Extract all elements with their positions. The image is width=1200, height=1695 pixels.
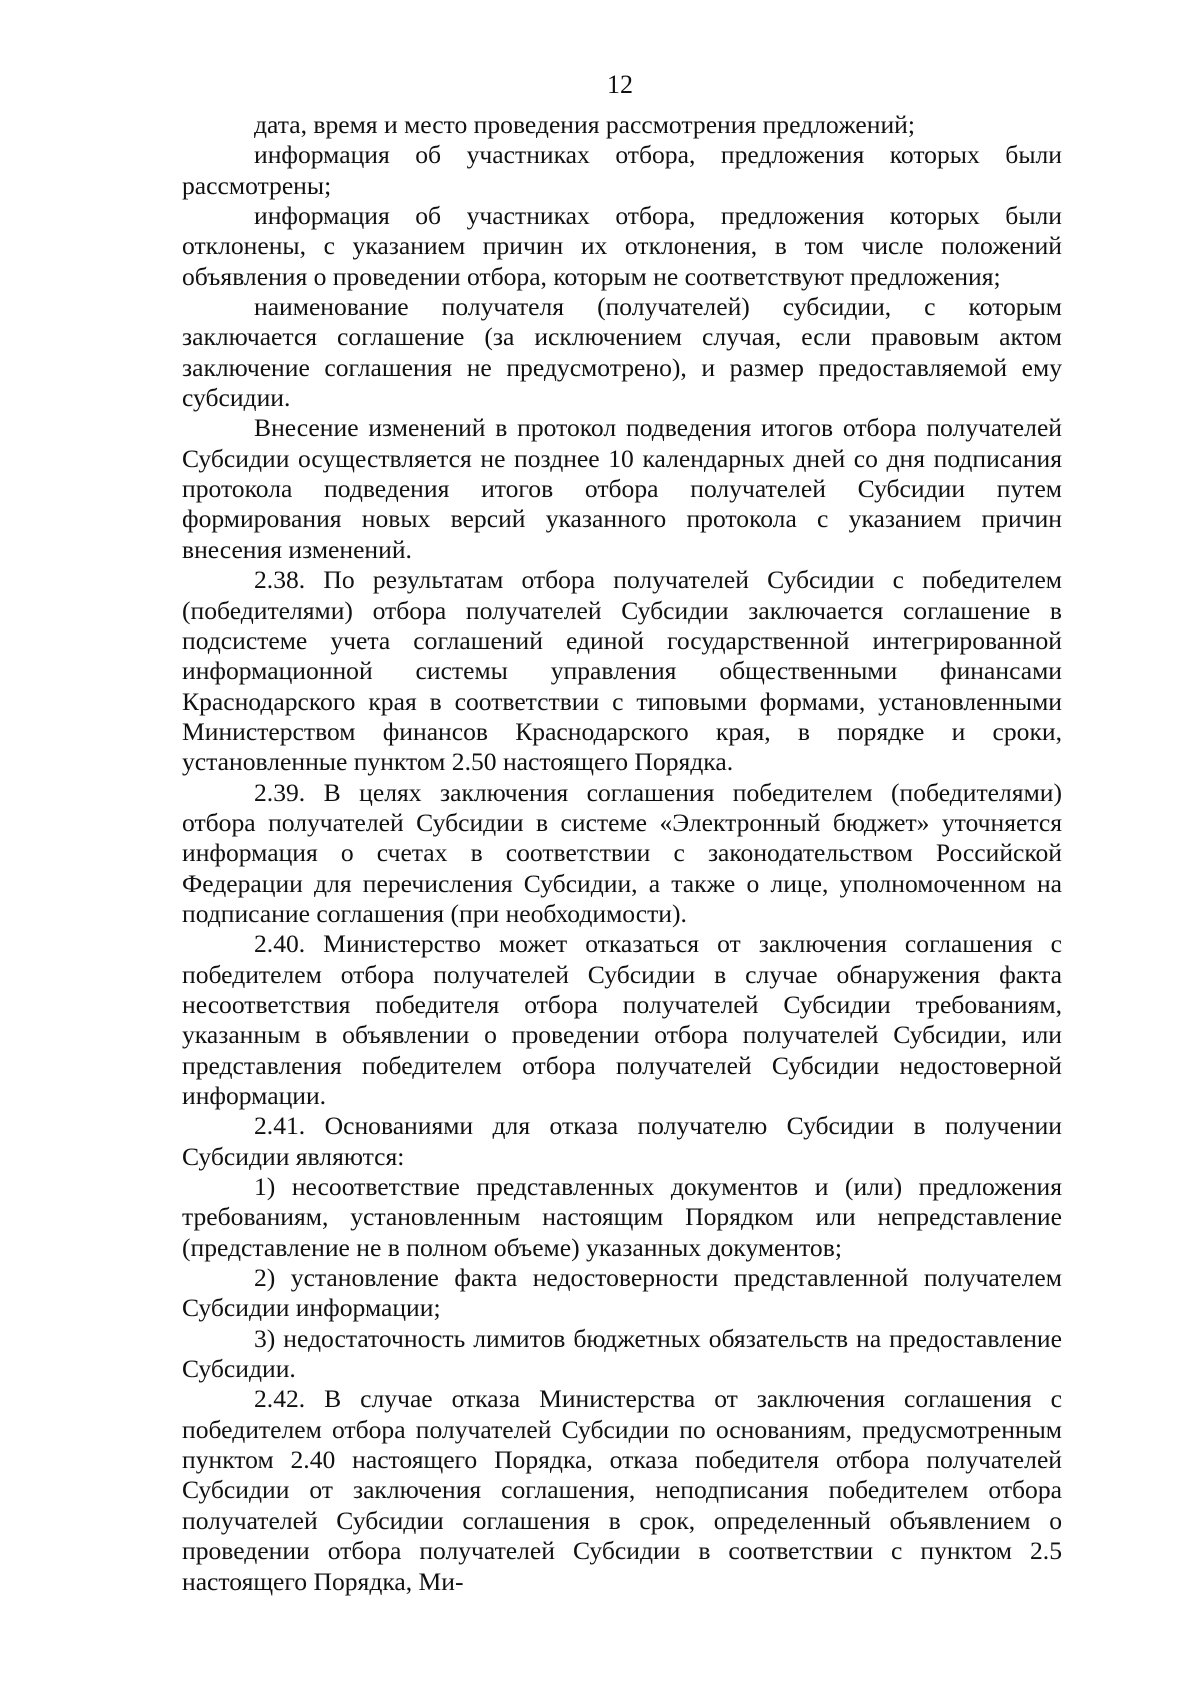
paragraph: 2) установление факта недостоверности представленной получателем Субсидии информации;	[182, 1263, 1062, 1323]
paragraph: Внесение изменений в протокол подведения итогов отбора получателей Субсидии осуществляется не позднее 10 календарных дней со дня подписания протокола подведения итогов отбора получателей Субсидии путем формирования новых версий указанного протокола с указанием причин внесения изменений.	[182, 413, 1062, 564]
paragraph: информация об участниках отбора, предложения которых были рассмотрены;	[182, 140, 1062, 200]
paragraph: 2.42. В случае отказа Министерства от заключения соглашения с победителем отбора получателей Субсидии по основаниям, предусмотренным пунктом 2.40 настоящего Порядка, отказа победителя отбора получателей Субсидии от заключения соглашения, неподписания победителем отбора получателей Субсидии соглашения в срок, определенный объявлением о проведении отбора получателей Субсидии в соответствии с пунктом 2.5 настоящего Порядка, Ми-	[182, 1384, 1062, 1596]
paragraph: 2.39. В целях заключения соглашения победителем (победителями) отбора получателей Субсидии в системе «Электронный бюджет» уточняется информация о счетах в соответствии с законодательством Российской Федерации для перечисления Субсидии, а также о лице, уполномоченном на подписание соглашения (при необходимости).	[182, 777, 1062, 928]
paragraph: 2.40. Министерство может отказаться от заключения соглашения с победителем отбора получателей Субсидии в случае обнаружения факта несоответствия победителя отбора получателей Субсидии требованиям, указанным в объявлении о проведении отбора получателей Субсидии, или представления победителем отбора получателей Субсидии недостоверной информации.	[182, 929, 1062, 1110]
paragraph: 1) несоответствие представленных документов и (или) предложения требованиям, установленным настоящим Порядком или непредставление (представление не в полном объеме) указанных документов;	[182, 1172, 1062, 1262]
document-body	[182, 110, 1062, 1597]
paragraph: наименование получателя (получателей) субсидии, с которым заключается соглашение (за исключением случая, если правовым актом заключение соглашения не предусмотрено), и размер предоставляемой ему субсидии.	[182, 292, 1062, 413]
paragraph: дата, время и место проведения рассмотрения предложений;	[254, 110, 915, 139]
paragraph: 2.41. Основаниями для отказа получателю Субсидии в получении Субсидии являются:	[182, 1111, 1062, 1171]
page-number: 12	[607, 70, 633, 99]
paragraph: 3) недостаточность лимитов бюджетных обязательств на предоставление Субсидии.	[182, 1323, 1062, 1384]
paragraph: информация об участниках отбора, предложения которых были отклонены, с указанием причин их отклонения, в том числе положений объявления о проведении отбора, которым не соответствуют предложения;	[182, 201, 1062, 291]
paragraph: 2.38. По результатам отбора получателей Субсидии с победителем (победителями) отбора получателей Субсидии заключается соглашение в подсистеме учета соглашений единой государственной интегрированной информационной системы управления общественными финансами Краснодарского края в соответствии с типовыми формами, установленными Министерством финансов Краснодарского края, в порядке и сроки, установленные пунктом 2.50 настоящего Порядка.	[182, 565, 1062, 777]
